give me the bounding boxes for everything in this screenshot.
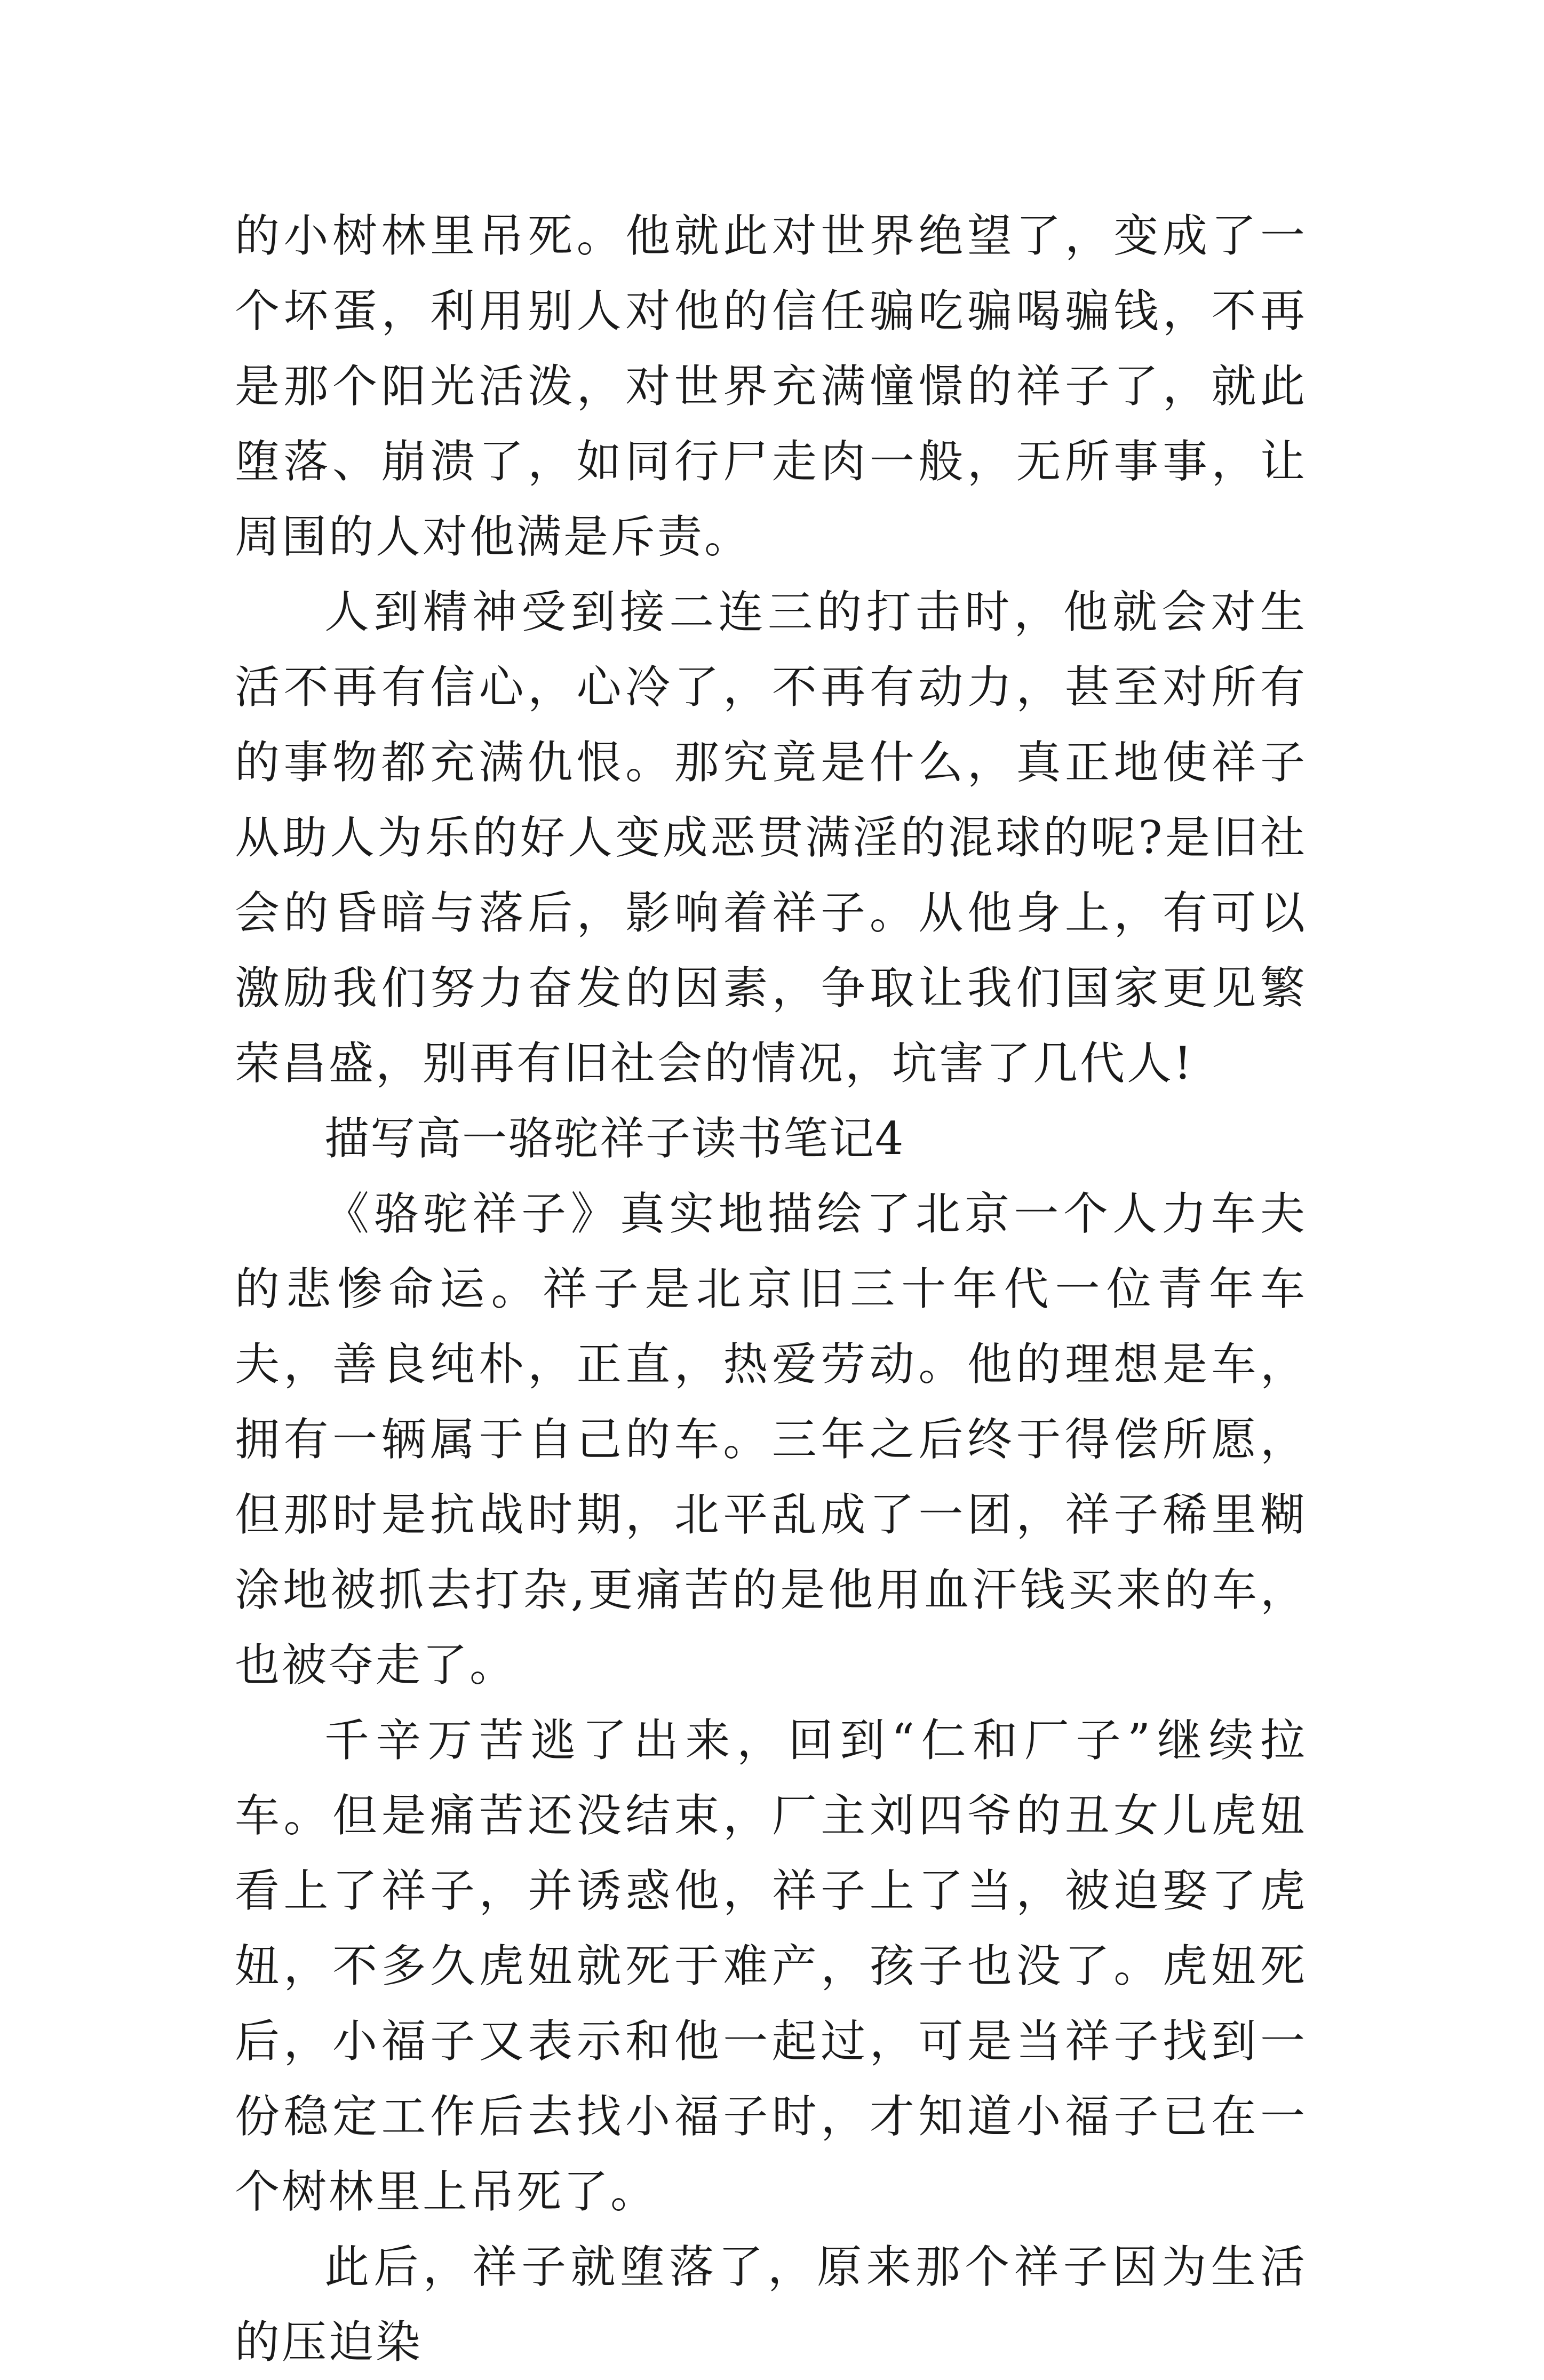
paragraph-1: 的小树林里吊死。他就此对世界绝望了，变成了一个坏蛋，利用别人对他的信任骗吃骗喝骗钱，不再是那个阳光活泼，对世界充满憧憬的祥子了，就此堕落、崩溃了，如同行尸走肉一般，无所事事，让周围的人对他满是斥责。 [235, 210, 1307, 563]
section-heading: 描写高一骆驼祥子读书笔记4 [324, 1112, 905, 1165]
paragraph-4: 千辛万苦逃了出来，回到“仁和厂子”继续拉车。但是痛苦还没结束，厂主刘四爷的丑女儿虎妞看上了祥子，并诱惑他，祥子上了当，被迫娶了虎妞，不多久虎妞就死于难产，孩子也没了。虎妞死后，小福子又表示和他一起过，可是当祥子找到一份稳定工作后去找小福子时，才知道小福子已在一个树林里上吊死了。 [235, 1714, 1307, 2218]
paragraph-3: 《骆驼祥子》真实地描绘了北京一个人力车夫的悲惨命运。祥子是北京旧三十年代一位青年车夫，善良纯朴，正直，热爱劳动。他的理想是车，拥有一辆属于自己的车。三年之后终于得偿所愿，但那时是抗战时期，北平乱成了一团，祥子稀里糊涂地被抓去打杂,更痛苦的是他用血汗钱买来的车，也被夺走了。 [235, 1188, 1307, 1691]
paragraph-5: 此后，祥子就堕落了，原来那个祥子因为生活的压迫染 [235, 2241, 1307, 2368]
document-body [235, 198, 1307, 2380]
paragraph-2: 人到精神受到接二连三的打击时，他就会对生活不再有信心，心冷了，不再有动力，甚至对所有的事物都充满仇恨。那究竟是什么，真正地使祥子从助人为乐的好人变成恶贯满淫的混球的呢?是旧社会的昏暗与落后，影响着祥子。从他身上，有可以激励我们努力奋发的因素，争取让我们国家更见繁荣昌盛，别再有旧社会的情况，坑害了几代人! [235, 586, 1307, 1089]
